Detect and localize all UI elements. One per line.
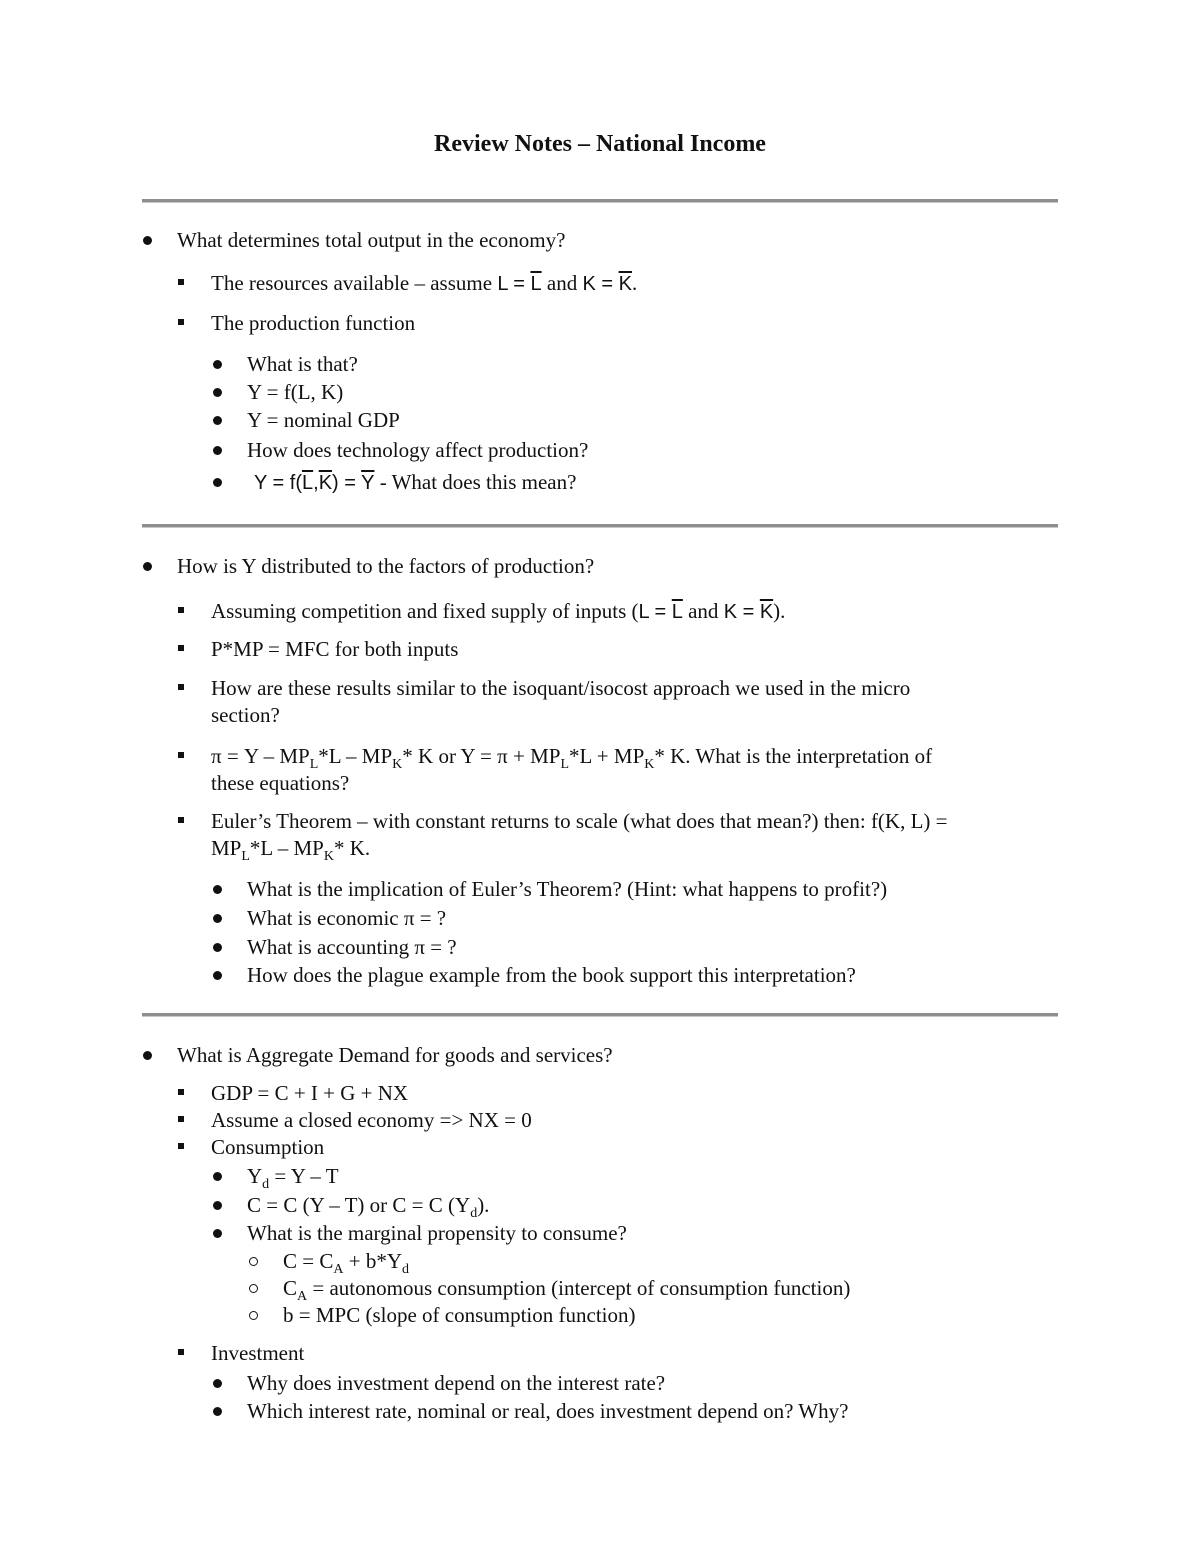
list-item: Y = nominal GDP xyxy=(247,408,400,432)
list-item: Assuming competition and fixed supply of inputs ($L = \overline{L}$ and $K = \overline{K}$). xyxy=(211,599,786,623)
bullet-circle xyxy=(249,1257,258,1266)
bullet-dot xyxy=(213,1407,222,1416)
bullet-dot xyxy=(143,1051,152,1060)
list-item: GDP = C + I + G + NX xyxy=(211,1081,409,1105)
bullet-square xyxy=(178,817,184,823)
list-item: Which interest rate, nominal or real, does investment depend on? Why? xyxy=(247,1399,849,1423)
bullet-dot xyxy=(143,236,152,245)
list-item: What is accounting π = ? xyxy=(247,935,457,959)
bullet-dot xyxy=(213,1379,222,1388)
bullet-dot xyxy=(143,562,152,571)
bullet-dot xyxy=(213,1172,222,1181)
bullet-square xyxy=(178,684,184,690)
list-item-continuation: $MP_L*L - MP_K*$ K. xyxy=(211,836,371,864)
list-item: b = MPC (slope of consumption function) xyxy=(283,1303,636,1327)
bullet-dot xyxy=(213,1229,222,1238)
list-item: $Y = f(\overline{L},\overline{K}) = \overline{Y}$ - What does this mean? xyxy=(254,470,577,494)
section-divider xyxy=(142,199,1058,203)
list-item: Why does investment depend on the interest rate? xyxy=(247,1371,666,1395)
list-item: What is economic π = ? xyxy=(247,906,447,930)
bullet-dot xyxy=(213,416,222,425)
bullet-dot xyxy=(213,388,222,397)
list-item: Euler’s Theorem – with constant returns to scale (what does that mean?) then: f(K, L) = xyxy=(211,809,948,833)
bullet-square xyxy=(178,752,184,758)
list-item: $Y_d = Y - T$ xyxy=(247,1164,339,1192)
bullet-circle xyxy=(249,1311,258,1320)
bullet-square xyxy=(178,279,184,285)
bullet-circle xyxy=(249,1284,258,1293)
list-item: How are these results similar to the isoquant/isocost approach we used in the micro xyxy=(211,676,911,700)
bullet-square xyxy=(178,607,184,613)
bullet-square xyxy=(178,319,184,325)
bullet-square xyxy=(178,645,184,651)
bullet-dot xyxy=(213,914,222,923)
section-divider xyxy=(142,524,1058,528)
list-item: What is the implication of Euler’s Theorem? (Hint: what happens to profit?) xyxy=(247,877,888,901)
list-item: Y = f(L, K) xyxy=(247,380,344,404)
bullet-dot xyxy=(213,446,222,455)
section-question: What is Aggregate Demand for goods and services? xyxy=(177,1043,613,1067)
list-item: C = C (Y – T) or C = C $(Y_d)$. xyxy=(247,1193,490,1221)
section-question: What determines total output in the economy? xyxy=(177,228,566,252)
list-item-continuation: these equations? xyxy=(211,771,350,795)
list-item-continuation: section? xyxy=(211,703,280,727)
list-item: $\pi = Y - MP_L*L - MP_K*$ K or $Y = \pi + MP_L*L + MP_K*$ K. What is the interpretation of xyxy=(211,744,933,772)
page-title: Review Notes – National Income xyxy=(434,131,766,157)
list-item: What is that? xyxy=(247,352,358,376)
bullet-dot xyxy=(213,885,222,894)
list-item: What is the marginal propensity to consume? xyxy=(247,1221,627,1245)
bullet-dot xyxy=(213,971,222,980)
list-item: $C_A$ = autonomous consumption (intercept of consumption function) xyxy=(283,1276,851,1304)
list-item: Assume a closed economy => NX = 0 xyxy=(211,1108,532,1132)
section-question: How is Y distributed to the factors of production? xyxy=(177,554,595,578)
bullet-square xyxy=(178,1349,184,1355)
bullet-dot xyxy=(213,1201,222,1210)
bullet-dot xyxy=(213,943,222,952)
list-item: P*MP = MFC for both inputs xyxy=(211,637,459,661)
bullet-square xyxy=(178,1116,184,1122)
bullet-dot xyxy=(213,360,222,369)
bullet-square xyxy=(178,1143,184,1149)
section-divider xyxy=(142,1013,1058,1017)
bullet-square xyxy=(178,1089,184,1095)
list-item: Consumption xyxy=(211,1135,325,1159)
list-item: Investment xyxy=(211,1341,305,1365)
list-item: The resources available – assume $L = \overline{L}$ and $K = \overline{K}$. xyxy=(211,271,638,295)
bullet-dot xyxy=(213,478,222,487)
list-item: How does technology affect production? xyxy=(247,438,589,462)
list-item: $C = C_A + b*Y_d$ xyxy=(283,1249,409,1277)
list-item: The production function xyxy=(211,311,416,335)
list-item: How does the plague example from the book support this interpretation? xyxy=(247,963,856,987)
